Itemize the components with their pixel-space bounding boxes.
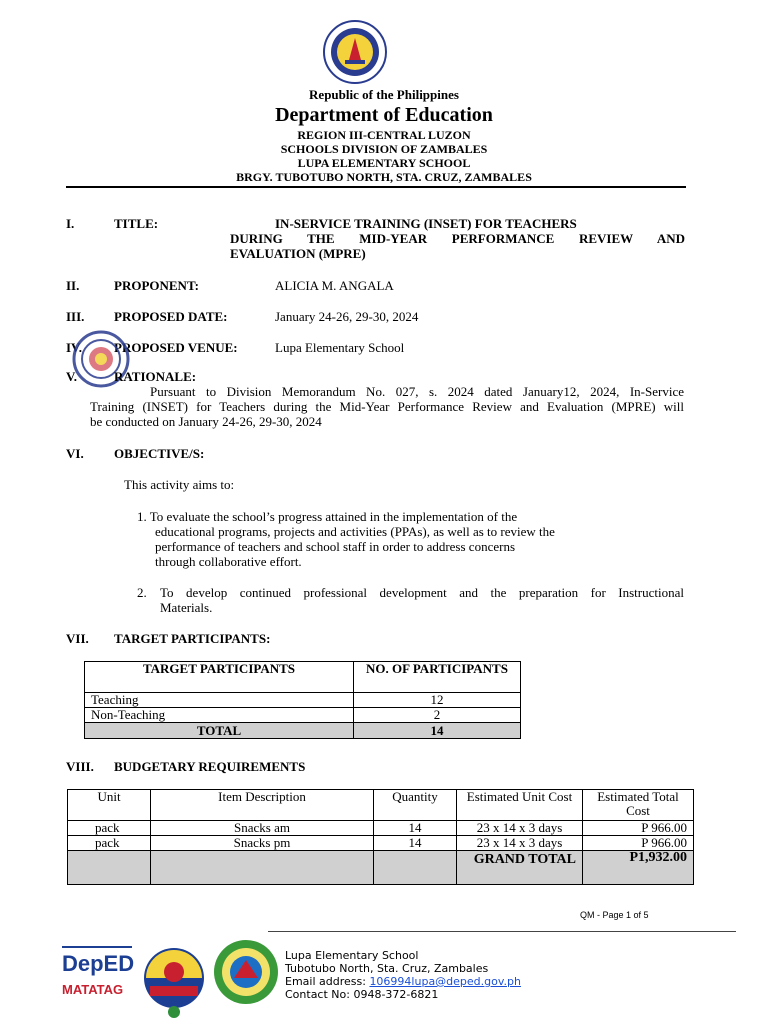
budget-total-cost: P 966.00 — [583, 821, 694, 836]
section-number: V. — [66, 369, 77, 384]
department-name: Department of Education — [275, 104, 493, 126]
header-divider — [66, 186, 686, 188]
rationale-line-1: Pursuant to Division Memorandum No. 027, s. 2024 dated January12, 2024, In-Service — [150, 384, 684, 399]
participants-table — [84, 661, 521, 739]
title-line-2: DURING THE MID-YEAR PERFORMANCE REVIEW AND — [230, 231, 685, 246]
objective-1-line: educational programs, projects and activities (PPAs), as well as to review the — [155, 524, 555, 539]
budget-quantity: 14 — [374, 836, 457, 851]
section-number: IV. — [66, 340, 83, 355]
budget-item: Snacks pm — [151, 836, 374, 851]
budget-table — [67, 789, 694, 885]
region: REGION III-CENTRAL LUZON — [297, 128, 471, 142]
objective-2-number: 2. — [137, 585, 147, 600]
participant-type: Teaching — [85, 693, 354, 708]
section-number: VII. — [66, 631, 89, 646]
section-number: VI. — [66, 446, 84, 461]
budget-unit-cost: 23 x 14 x 3 days — [457, 821, 583, 836]
total-label: TOTAL — [85, 723, 354, 739]
budget-quantity: 14 — [374, 821, 457, 836]
column-header: Unit — [68, 790, 151, 821]
section-label: OBJECTIVE/S: — [114, 446, 205, 461]
section-number: VIII. — [66, 759, 94, 774]
title-line-3: EVALUATION (MPRE) — [230, 246, 366, 261]
participant-count: 12 — [354, 693, 521, 708]
division: SCHOOLS DIVISION OF ZAMBALES — [280, 142, 488, 156]
email-link[interactable]: 106994lupa@deped.gov.ph — [369, 975, 521, 988]
footer-address: Tubotubo North, Sta. Cruz, Zambales — [285, 962, 489, 975]
title-line-1: IN-SERVICE TRAINING (INSET) FOR TEACHERS — [275, 216, 577, 231]
section-label: PROPOSED VENUE: — [114, 340, 238, 355]
column-header: TARGET PARTICIPANTS — [85, 662, 354, 693]
column-header: Estimated Total Cost — [583, 790, 694, 821]
budget-unit: pack — [68, 821, 151, 836]
rationale-line-3: be conducted on January 24-26, 29-30, 2024 — [90, 414, 322, 429]
footer-contact-number: Contact No: 0948-372-6821 — [285, 988, 439, 1001]
empty-cell — [374, 851, 457, 885]
email-label: Email address: — [285, 975, 366, 988]
deped-logo-text: DepED — [62, 951, 135, 976]
section-number: I. — [66, 216, 75, 231]
budget-total-cost: P 966.00 — [583, 836, 694, 851]
rationale-line-2: Training (INSET) for Teachers during the Mid-Year Performance Review and Evaluation (MPRE) will — [90, 399, 684, 414]
total-value: 14 — [354, 723, 521, 739]
section-label: TARGET PARTICIPANTS: — [114, 631, 271, 646]
bagong-pilipinas-logo-icon — [140, 942, 208, 1018]
section-label: RATIONALE: — [114, 369, 197, 384]
date-value: January 24-26, 29-30, 2024 — [275, 309, 419, 324]
participant-type: Non-Teaching — [85, 708, 354, 723]
deped-seal-icon — [323, 20, 387, 84]
footer-divider — [268, 931, 736, 932]
participant-count: 2 — [354, 708, 521, 723]
footer-contact — [285, 949, 521, 1001]
objective-1-line: 1. To evaluate the school’s progress attained in the implementation of the — [137, 509, 518, 524]
column-header: Item Description — [151, 790, 374, 821]
venue-value: Lupa Elementary School — [275, 340, 405, 355]
section-label: PROPONENT: — [114, 278, 199, 293]
section-label: BUDGETARY REQUIREMENTS — [114, 759, 306, 774]
lupa-school-logo-icon — [212, 938, 280, 1006]
budget-unit: pack — [68, 836, 151, 851]
proponent-value: ALICIA M. ANGALA — [275, 278, 394, 293]
empty-cell — [151, 851, 374, 885]
objective-2-line: Materials. — [160, 600, 213, 615]
section-label: PROPOSED DATE: — [114, 309, 228, 324]
country-name: Republic of the Philippines — [309, 87, 459, 102]
column-header: Quantity — [374, 790, 457, 821]
section-label: TITLE: — [114, 216, 159, 231]
column-header: NO. OF PARTICIPANTS — [354, 662, 521, 693]
section-number: II. — [66, 278, 80, 293]
page-indicator: QM - Page 1 of 5 — [580, 910, 649, 920]
objective-1-line: performance of teachers and school staff in order to address concerns — [155, 539, 516, 554]
objective-2-line: To develop continued professional development and the preparation for Instructional — [160, 585, 684, 600]
column-header: Estimated Unit Cost — [457, 790, 583, 821]
empty-cell — [68, 851, 151, 885]
section-number: III. — [66, 309, 85, 324]
objectives-intro: This activity aims to: — [124, 477, 235, 492]
budget-item: Snacks am — [151, 821, 374, 836]
grand-total-value: P1,932.00 — [583, 851, 694, 885]
deped-matatag-logo — [62, 946, 135, 1006]
footer-email-row — [285, 975, 521, 988]
school-name: LUPA ELEMENTARY SCHOOL — [297, 156, 471, 170]
footer-school-name: Lupa Elementary School — [285, 949, 419, 962]
grand-total-label: GRAND TOTAL — [457, 851, 583, 885]
matatag-logo-text: MATATAG — [62, 982, 124, 997]
budget-unit-cost: 23 x 14 x 3 days — [457, 836, 583, 851]
objective-1-line: through collaborative effort. — [155, 554, 302, 569]
school-address: BRGY. TUBOTUBO NORTH, STA. CRUZ, ZAMBALES — [236, 170, 532, 184]
